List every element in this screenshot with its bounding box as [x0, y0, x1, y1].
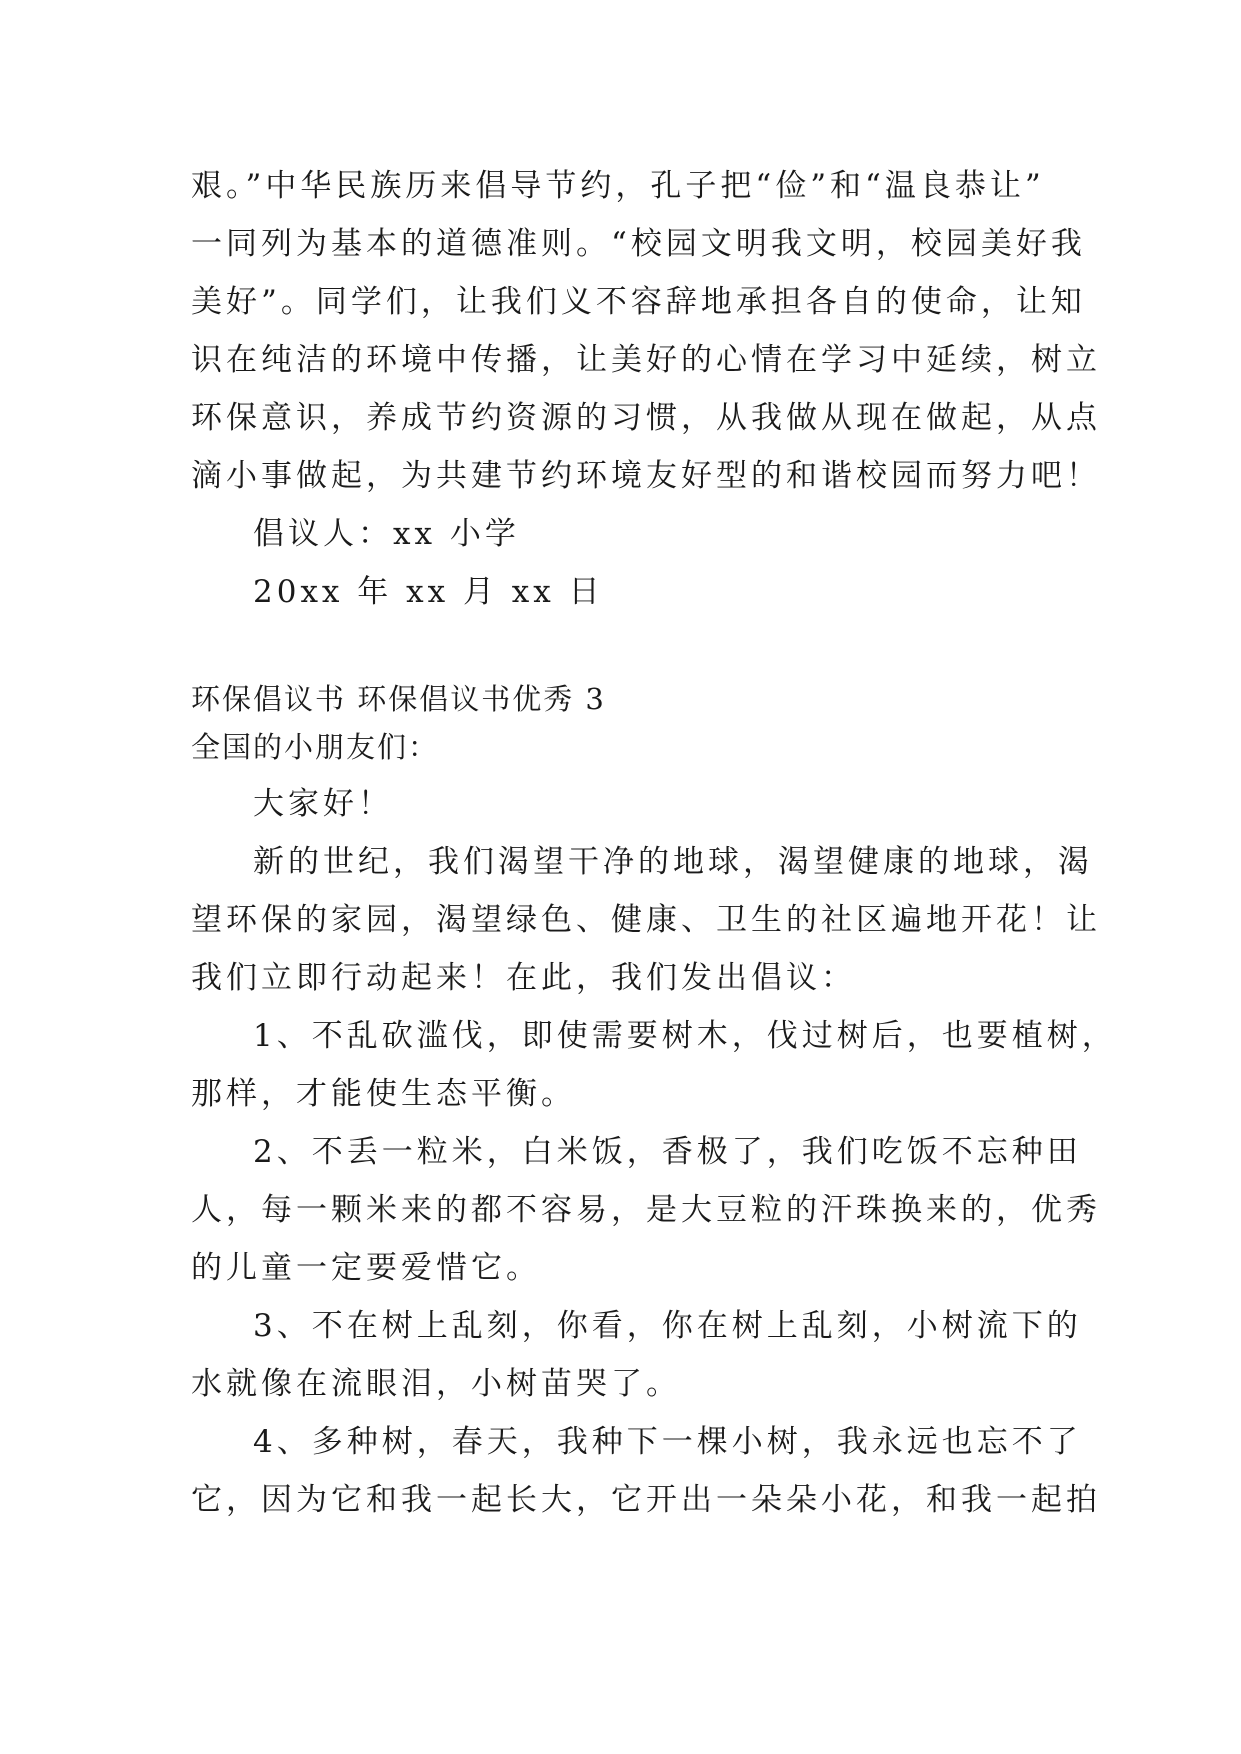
text-line: 环保意识，养成节约资源的习惯，从我做从现在做起，从点 [191, 400, 1101, 436]
text-line: 那样，才能使生态平衡。 [191, 1076, 576, 1112]
text-line: 水就像在流眼泪，小树苗哭了。 [191, 1366, 681, 1402]
text-line: 4、多种树，春天，我种下一棵小树，我永远也忘不了 [253, 1424, 1082, 1460]
text-line: 新的世纪，我们渴望干净的地球，渴望健康的地球，渴 [253, 844, 1093, 880]
paragraph-top [191, 157, 1101, 505]
list-item [191, 1123, 1101, 1297]
text-line: 一同列为基本的道德准则。“校园文明我文明，校园美好我 [191, 226, 1086, 262]
signature-initiator: 倡议人：xx 小学 [253, 516, 520, 552]
list-item [191, 1007, 1117, 1123]
text-line: 它，因为它和我一起长大，它开出一朵朵小花，和我一起拍 [191, 1482, 1101, 1518]
text-line: 望环保的家园，渴望绿色、健康、卫生的社区遍地开花！让 [191, 902, 1101, 938]
text-line: 我们立即行动起来！在此，我们发出倡议： [191, 960, 856, 996]
salutation: 全国的小朋友们： [191, 730, 440, 764]
text-line: 2、不丢一粒米，白米饭，香极了，我们吃饭不忘种田 [253, 1134, 1082, 1170]
list-item [191, 1413, 1101, 1529]
signature-date: 20xx 年 xx 月 xx 日 [253, 574, 604, 610]
list-item [191, 1297, 1082, 1413]
greeting: 大家好！ [253, 786, 393, 822]
text-line: 美好”。同学们，让我们义不容辞地承担各自的使命，让知 [191, 284, 1086, 320]
text-line: 识在纯洁的环境中传播，让美好的心情在学习中延续，树立 [191, 342, 1101, 378]
text-line: 艰。”中华民族历来倡导节约，孔子把“俭”和“温良恭让” [191, 168, 1045, 204]
text-line: 1、不乱砍滥伐，即使需要树木，伐过树后，也要植树， [253, 1018, 1117, 1054]
intro-block [191, 775, 1101, 1007]
text-line: 滴小事做起，为共建节约环境友好型的和谐校园而努力吧！ [191, 458, 1101, 494]
section-title: 环保倡议书 环保倡议书优秀 3 [191, 682, 606, 716]
text-line: 人，每一颗米来的都不容易，是大豆粒的汗珠换来的，优秀 [191, 1192, 1101, 1228]
text-line: 3、不在树上乱刻，你看，你在树上乱刻，小树流下的 [253, 1308, 1082, 1344]
signature-block [191, 505, 1061, 621]
text-line: 的儿童一定要爱惜它。 [191, 1250, 541, 1286]
